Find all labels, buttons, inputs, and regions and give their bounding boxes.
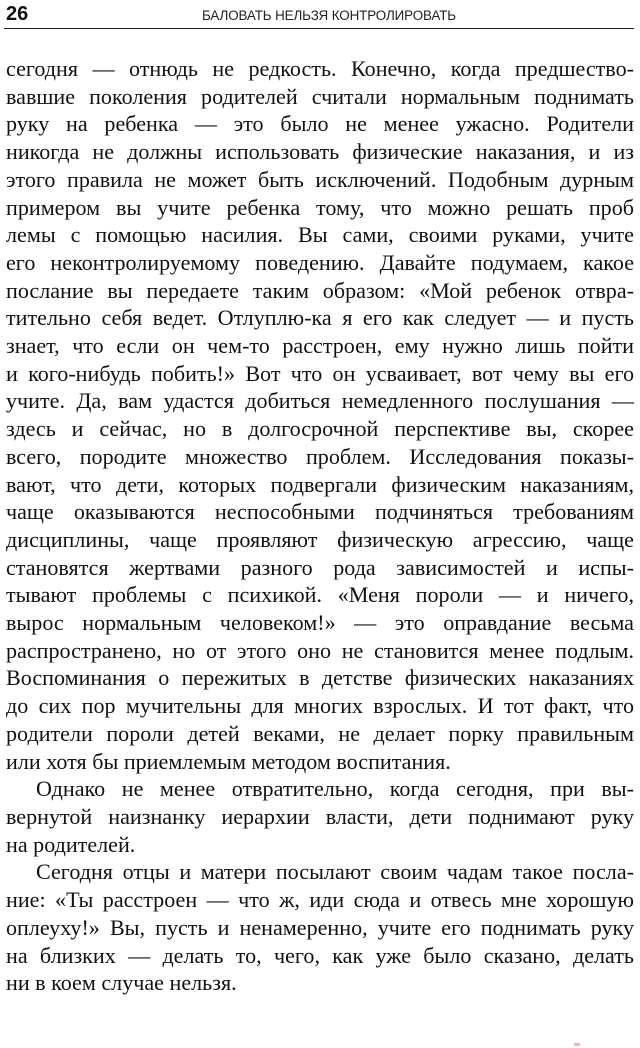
text-line: здесь и сейчас, но в долгосрочной перспективе вы, скорее xyxy=(6,416,634,442)
text-line: или хотя бы приемлемым методом воспитания. xyxy=(6,748,451,774)
page-number: 26 xyxy=(6,3,29,25)
text-line: этого правила не может быть исключений. Подобным дурным xyxy=(6,166,634,192)
text-line: дисциплины, чаще проявляют физическую агрессию, чаще xyxy=(6,526,634,552)
text-line: на близких — делать то, чего, как уже было сказано, делать xyxy=(6,942,634,968)
text-line: тительно себя ведет. Отлуплю-ка я его как следует — и пусть xyxy=(6,305,634,331)
text-line: ние: «Ты расстроен — что ж, иди сюда и отвесь мне хорошую xyxy=(6,887,634,913)
text-line xyxy=(6,775,634,803)
text-line: вают, что дети, которых подвергали физическим наказаниям, xyxy=(6,471,634,497)
text-line: знает, что если он чем-то расстроен, ему нужно лишь пойти xyxy=(6,333,634,359)
body-text xyxy=(6,55,634,997)
text-line: никогда не должны использовать физические наказания, и из xyxy=(6,139,634,165)
page-header xyxy=(4,2,634,29)
text-line: лемы с помощью насилия. Вы сами, своими руками, учите xyxy=(6,222,634,248)
text-line: распространено, но от этого оно не становится менее подлым. xyxy=(6,637,634,663)
text-line: его неконтролируемому поведению. Давайте подумаем, какое xyxy=(6,249,634,275)
text-line: оплеуху!» Вы, пусть и ненамеренно, учите его поднимать руку xyxy=(6,914,634,940)
text-line: ни в коем случае нельзя. xyxy=(6,970,237,996)
text-line: родители пороли детей веками, не делает порку правильным xyxy=(6,720,634,746)
text-line-content: Однако не менее отвратительно, когда сегодня, при вы- xyxy=(36,776,634,802)
text-line: тывают проблемы с психикой. «Меня пороли — и ничего, xyxy=(6,582,634,608)
text-line: на родителей. xyxy=(6,831,136,857)
text-line: вернутой наизнанку иерархии власти, дети поднимают руку xyxy=(6,803,634,829)
text-line: учите. Да, вам удастся добиться немедленного послушания — xyxy=(6,388,634,414)
text-line: чаще оказываются неспособными подчиняться требованиям xyxy=(6,499,634,525)
text-line-content: Сегодня отцы и матери посылают своим чадам такое посла- xyxy=(36,859,634,885)
text-line: сегодня — отнюдь не редкость. Конечно, когда предшество- xyxy=(6,56,634,81)
text-line: и кого-нибудь побить!» Вот что он усваивает, вот чему вы его xyxy=(6,360,634,386)
text-line xyxy=(6,858,634,886)
text-line: вавшие поколения родителей считали нормальным поднимать xyxy=(6,83,634,109)
text-line: до сих пор мучительны для многих взрослых. И тот факт, что xyxy=(6,693,634,719)
running-title: БАЛОВАТЬ НЕЛЬЗЯ КОНТРОЛИРОВАТЬ xyxy=(202,8,456,23)
scan-artifact xyxy=(574,1043,580,1046)
text-line: Воспоминания о пережитых в детстве физических наказаниях xyxy=(6,665,634,691)
text-line: вырос нормальным человеком!» — это оправдание весьма xyxy=(6,610,634,636)
text-line: становятся жертвами разного рода зависимостей и испы- xyxy=(6,554,634,580)
text-line: примером вы учите ребенка тому, что можно решать проб xyxy=(6,194,634,220)
text-line: руку на ребенка — это было не менее ужасно. Родители xyxy=(6,111,634,137)
text-line: послание вы передаете таким образом: «Мой ребенок отвра- xyxy=(6,277,634,303)
text-line: всего, породите множество проблем. Исследования показы- xyxy=(6,443,634,469)
